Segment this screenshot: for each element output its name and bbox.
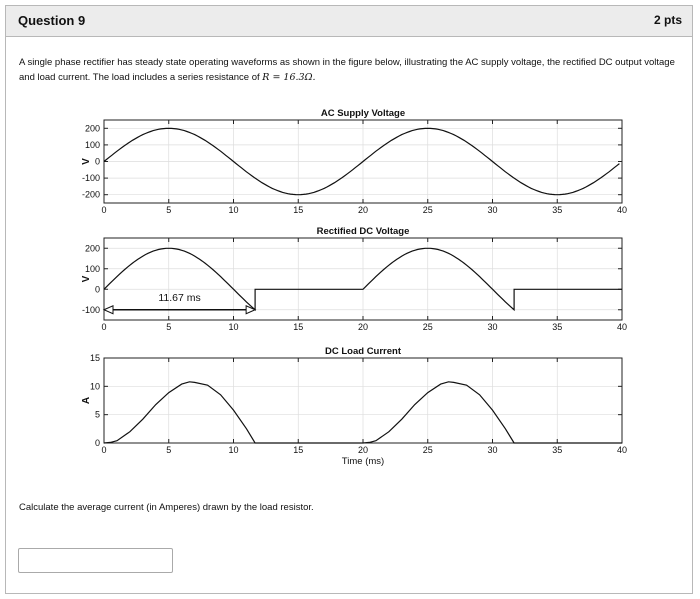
y-tick-label: -100	[81, 304, 100, 315]
x-tick-label: 30	[487, 445, 498, 455]
question-title: Question 9	[18, 13, 86, 28]
y-tick-label: 200	[84, 123, 100, 134]
prompt-text: A single phase rectifier has steady state operating waveforms as shown in the figure below, illustrating the AC supply voltage, the rectified DC output voltage and load current. The load includes a series resistance of	[19, 57, 675, 83]
resistance-formula: R = 16.3Ω.	[262, 72, 316, 83]
y-tick-label: -100	[81, 173, 100, 184]
x-tick-label: 0	[101, 205, 107, 215]
x-tick-label: 10	[228, 445, 239, 455]
y-tick-label: 0	[94, 438, 100, 448]
question-points: 2 pts	[653, 13, 682, 27]
x-tick-label: 40	[616, 322, 628, 332]
x-tick-label: 20	[357, 445, 369, 455]
question-ask: Calculate the average current (in Amperes) drawn by the load resistor.	[19, 502, 314, 513]
y-axis-label: V	[81, 158, 92, 165]
chart-title: AC Supply Voltage	[320, 108, 406, 119]
x-tick-label: 30	[487, 205, 498, 215]
x-tick-label: 0	[101, 322, 107, 332]
x-tick-label: 25	[422, 322, 433, 332]
arrow-right-icon	[246, 306, 255, 314]
x-tick-label: 5	[166, 322, 172, 332]
x-tick-label: 35	[552, 445, 563, 455]
y-tick-label: 10	[89, 381, 100, 392]
y-tick-label: 100	[84, 139, 100, 150]
y-tick-label: 0	[94, 156, 100, 167]
chart-title: DC Load Current	[325, 346, 401, 357]
x-tick-label: 10	[228, 205, 239, 215]
x-tick-label: 20	[357, 322, 369, 332]
x-tick-label: 15	[293, 322, 304, 332]
y-tick-label: 5	[94, 409, 100, 420]
y-axis-label: V	[81, 275, 92, 283]
chart-title: Rectified DC Voltage	[316, 226, 410, 237]
y-tick-label: -200	[81, 189, 100, 200]
y-tick-label: 100	[84, 263, 100, 274]
x-tick-label: 15	[293, 205, 304, 215]
x-tick-label: 25	[422, 445, 433, 455]
x-tick-label: 30	[487, 322, 498, 332]
y-axis-label: A	[81, 396, 92, 405]
x-tick-label: 10	[228, 322, 239, 332]
x-tick-label: 35	[552, 205, 563, 215]
x-tick-label: 5	[166, 445, 172, 455]
x-tick-label: 0	[101, 445, 107, 455]
x-tick-label: 25	[422, 205, 433, 215]
x-axis-label: Time (ms)	[341, 456, 385, 467]
y-tick-label: 200	[84, 243, 100, 254]
x-tick-label: 40	[616, 445, 628, 455]
y-tick-label: 0	[94, 284, 100, 295]
arrow-left-icon	[104, 306, 113, 314]
y-tick-label: 15	[89, 353, 100, 363]
x-tick-label: 35	[552, 322, 563, 332]
x-tick-label: 20	[357, 205, 369, 215]
x-tick-label: 40	[616, 205, 628, 215]
x-tick-label: 15	[293, 445, 304, 455]
x-tick-label: 5	[166, 205, 172, 215]
annotation-label: 11.67 ms	[158, 291, 201, 304]
